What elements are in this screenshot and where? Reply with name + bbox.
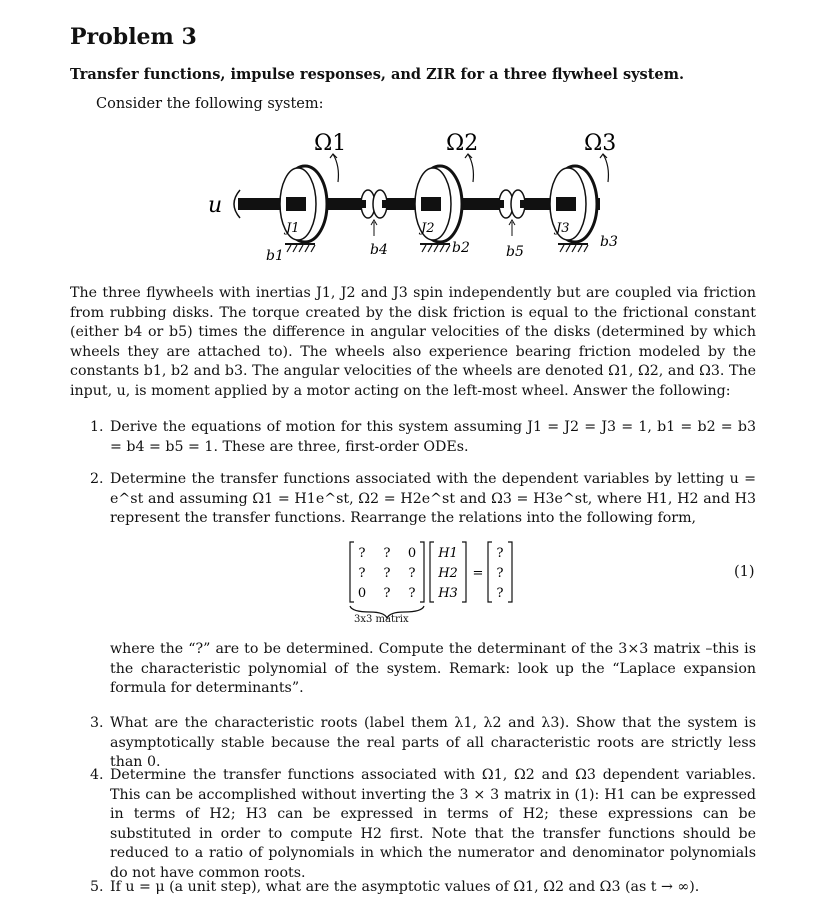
friction-disk-b4: [360, 190, 388, 236]
matrix-cell: ?: [408, 566, 416, 581]
matrix-cell: ?: [383, 546, 391, 561]
intro-text: Consider the following system:: [96, 96, 324, 112]
matrix-cell: ?: [408, 586, 416, 601]
label-omega-3: Ω3: [584, 131, 617, 156]
label-omega-1: Ω1: [314, 131, 347, 156]
rhs-cell: ?: [496, 546, 504, 561]
question-2: [90, 470, 756, 529]
equals-sign: =: [472, 566, 484, 581]
label-j2: J2: [421, 221, 435, 236]
label-b1: b1: [266, 248, 284, 264]
matrix-cell: ?: [383, 586, 391, 601]
question-1: [90, 418, 756, 457]
question-5: [90, 878, 756, 898]
question-number: 2.: [90, 471, 104, 487]
label-b2: b2: [452, 240, 470, 256]
problem-title: Problem 3: [70, 24, 197, 50]
matrix-cell: ?: [383, 566, 391, 581]
matrix-equation: [340, 540, 520, 622]
matrix-cell: ?: [358, 566, 366, 581]
vector-cell: H1: [438, 546, 458, 561]
question-3: [90, 714, 756, 773]
description-paragraph: The three flywheels with inertias J1, J2 and J3 spin independently but are coupled via friction from rubbing disks. The torque created by the disk friction is equal to the frictional constant (either b4 or b5) times the difference in angular velocities of the disks (determined by which wheels they are attached to). The wheels also experience bearing friction modeled by the constants b1, b2 and b3. The angular velocities of the wheels are denoted Ω1, Ω2, and Ω3. The input, u, is moment applied by a motor acting on the left-most wheel. Answer the following:: [70, 285, 756, 399]
rhs-cell: ?: [496, 566, 504, 581]
question-number: 1.: [90, 419, 104, 435]
where-paragraph: where the “?” are to be determined. Compute the determinant of the 3×3 matrix –this is the characteristic polynomial of the system. Remark: look up the “Laplace expansion formula for determinants”.: [110, 641, 756, 697]
flywheel-diagram: [190, 124, 650, 274]
vector-cell: H2: [438, 566, 458, 581]
question-number: 4.: [90, 767, 104, 783]
rhs-cell: ?: [496, 586, 504, 601]
label-u: u: [208, 193, 223, 218]
label-j3: J3: [556, 221, 570, 236]
question-4: [90, 766, 756, 884]
matrix-cell: 0: [407, 546, 417, 561]
vector-cell: H3: [438, 586, 458, 601]
label-b5: b5: [506, 244, 524, 260]
problem-subtitle: Transfer functions, impulse responses, and ZIR for a three flywheel system.: [70, 66, 685, 83]
label-b3: b3: [600, 234, 618, 250]
bearing-1: [285, 244, 315, 252]
equation-number: (1): [734, 564, 755, 580]
question-number: 5.: [90, 879, 104, 895]
question-number: 3.: [90, 715, 104, 731]
brace-label: 3x3 matrix: [354, 614, 409, 625]
label-omega-2: Ω2: [446, 131, 479, 156]
matrix-cell: 0: [357, 586, 367, 601]
question-text: Determine the transfer functions associated with Ω1, Ω2 and Ω3 dependent variables. This can be accomplished without inverting the 3 × 3 matrix in (1): H1 can be expressed in terms of H2; H3 can be expressed in terms of H2; these expressions can be substituted in order to compute H2 first. Note that the transfer functions should be reduced to a ratio of polynomials in which the numerator and denominator polynomials do not have common roots.: [110, 767, 756, 881]
label-b4: b4: [370, 242, 388, 258]
label-j1: J1: [286, 221, 300, 236]
matrix-cell: ?: [358, 546, 366, 561]
friction-disk-b5: [498, 190, 526, 236]
bearing-2: [420, 244, 450, 252]
question-text: Determine the transfer functions associated with the dependent variables by letting u = e^st and assuming Ω1 = H1e^st, Ω2 = H2e^st and Ω3 = H3e^st, where H1, H2 and H3 represent the transfer functions. Rearrange the relations into the following form,: [110, 471, 756, 527]
question-text: Derive the equations of motion for this system assuming J1 = J2 = J3 = 1, b1 = b2 = b3 = b4 = b5 = 1. These are three, first-order ODEs.: [110, 419, 756, 455]
question-text: If u = μ (a unit step), what are the asymptotic values of Ω1, Ω2 and Ω3 (as t → ∞).: [110, 879, 700, 895]
bearing-3: [558, 244, 588, 252]
question-text: What are the characteristic roots (label them λ1, λ2 and λ3). Show that the system is asymptotically stable because the real parts of all characteristic roots are strictly less than 0.: [110, 715, 756, 771]
